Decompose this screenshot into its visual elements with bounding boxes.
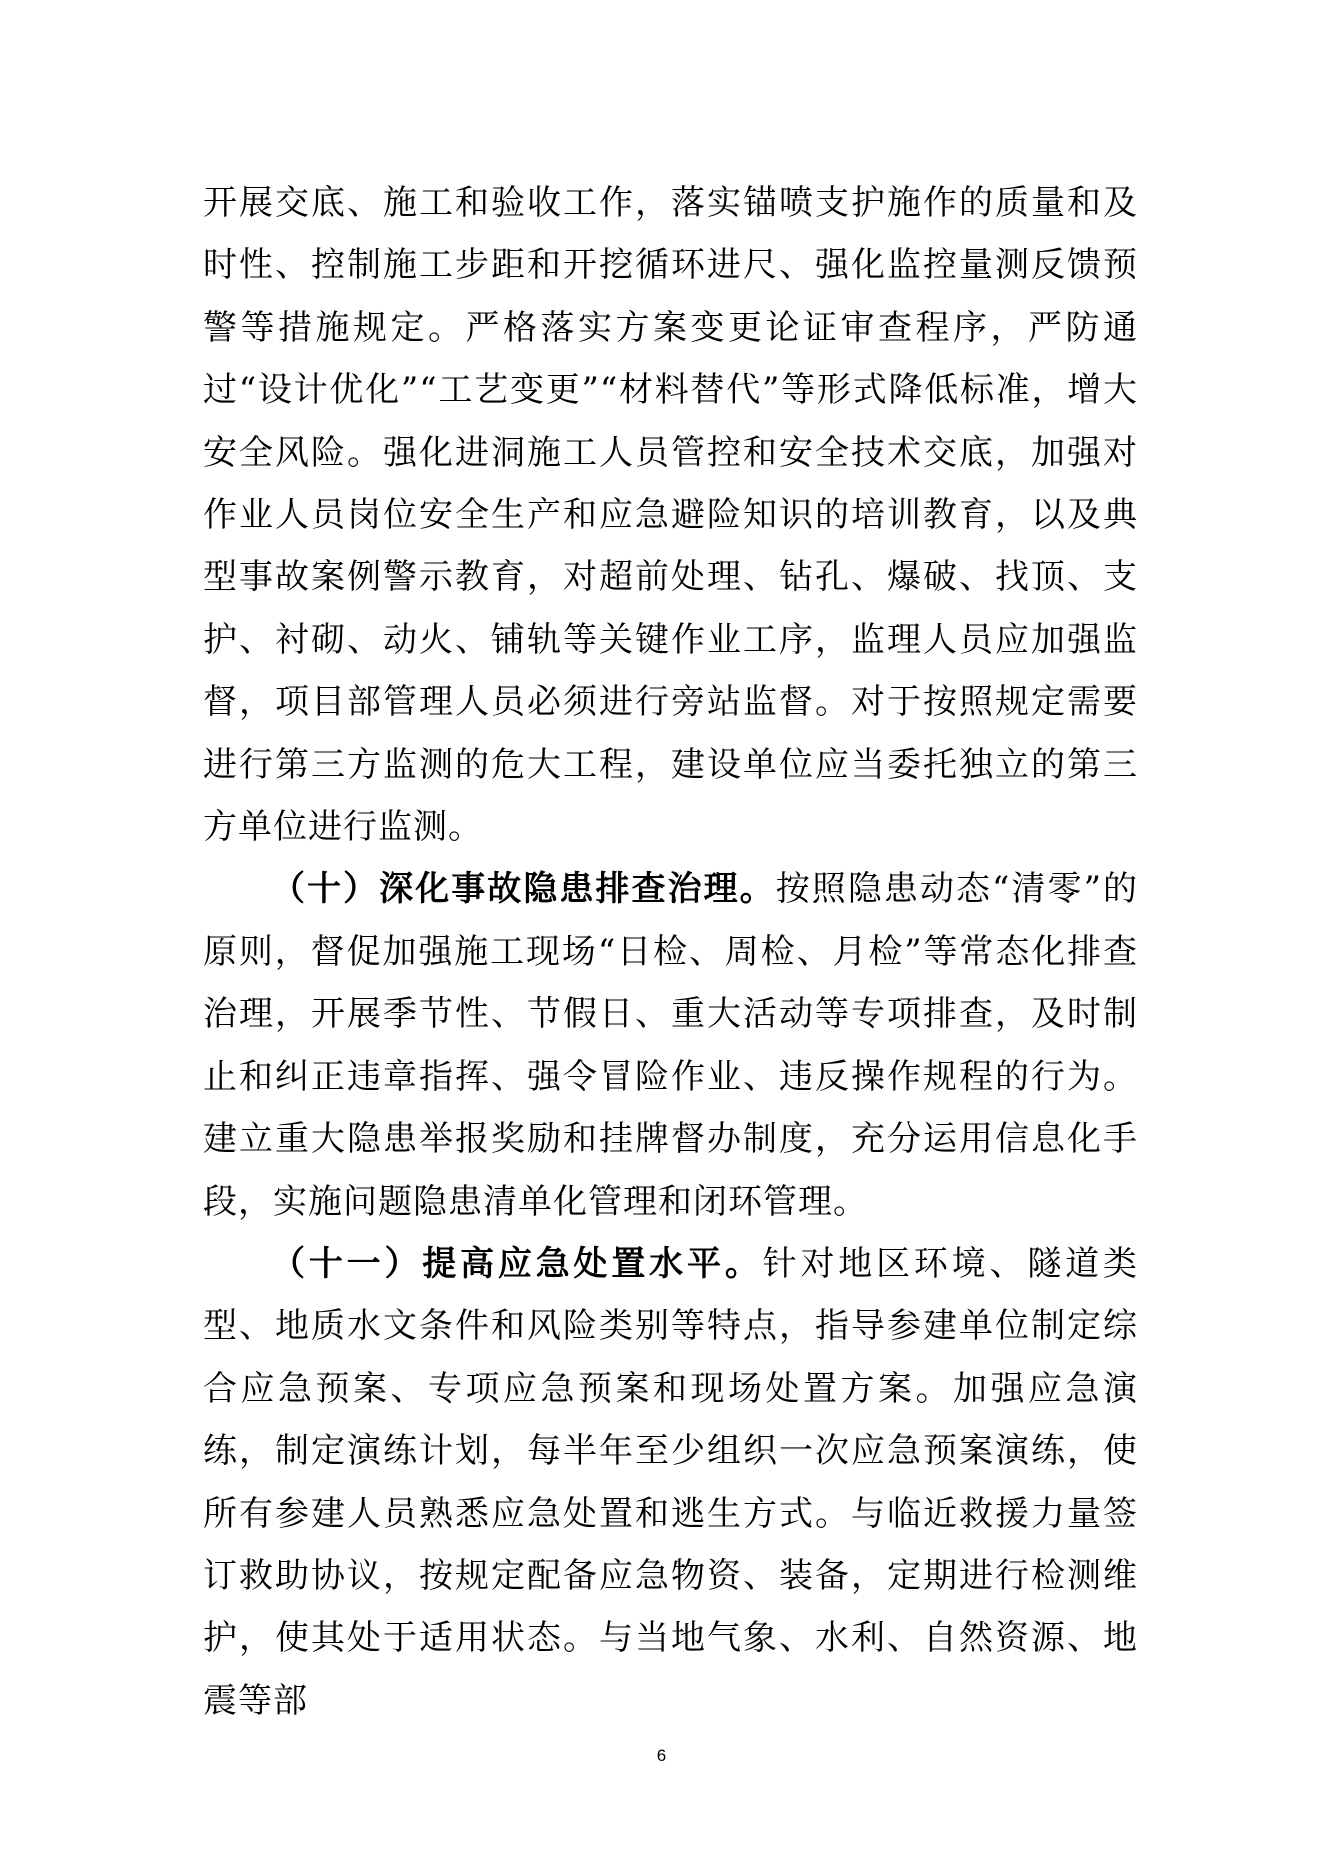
paragraph-text: 开展交底、施工和验收工作，落实锚喷支护施作的质量和及时性、控制施工步距和开挖循环进尺、强化监控量测反馈预警等措施规定。严格落实方案变更论证审查程序，严防通过“设计优化”“工艺变更”“材料替代”等形式降低标准，增大安全风险。强化进洞施工人员管控和安全技术交底，加强对作业人员岗位安全生产和应急避险知识的培训教育，以及典型事故案例警示教育，对超前处理、钻孔、爆破、找顶、支护、衬砌、动火、铺轨等关键作业工序，监理人员应加强监督，项目部管理人员必须进行旁站监督。对于按照规定需要进行第三方监测的危大工程，建设单位应当委托独立的第三方单位进行监测。 — [203, 183, 1138, 848]
paragraph-section-11 — [203, 1233, 1138, 1732]
paragraph-text: 针对地区环境、隧道类型、地质水文条件和风险类别等特点，指导参建单位制定综合应急预案、专项应急预案和现场处置方案。加强应急演练，制定演练计划，每半年至少组织一次应急预案演练，使所有参建人员熟悉应急处置和逃生方式。与临近救援力量签订救助协议，按规定配备应急物资、装备，定期进行检测维护，使其处于适用状态。与当地气象、水利、自然资源、地震等部 — [203, 1243, 1139, 1721]
section-heading: （十一）提高应急处置水平。 — [271, 1243, 763, 1284]
section-heading: （十）深化事故隐患排查治理。 — [271, 869, 776, 910]
page-number: 6 — [656, 1746, 667, 1765]
paragraph-continued — [203, 172, 1138, 858]
paragraph-section-10 — [203, 858, 1138, 1232]
paragraph-text: 按照隐患动态“清零”的原则，督促加强施工现场“日检、周检、月检”等常态化排查治理，开展季节性、节假日、重大活动等专项排查，及时制止和纠正违章指挥、强令冒险作业、违反操作规程的行为。建立重大隐患举报奖励和挂牌督办制度，充分运用信息化手段，实施问题隐患清单化管理和闭环管理。 — [203, 869, 1139, 1222]
body-text — [203, 172, 1138, 1732]
